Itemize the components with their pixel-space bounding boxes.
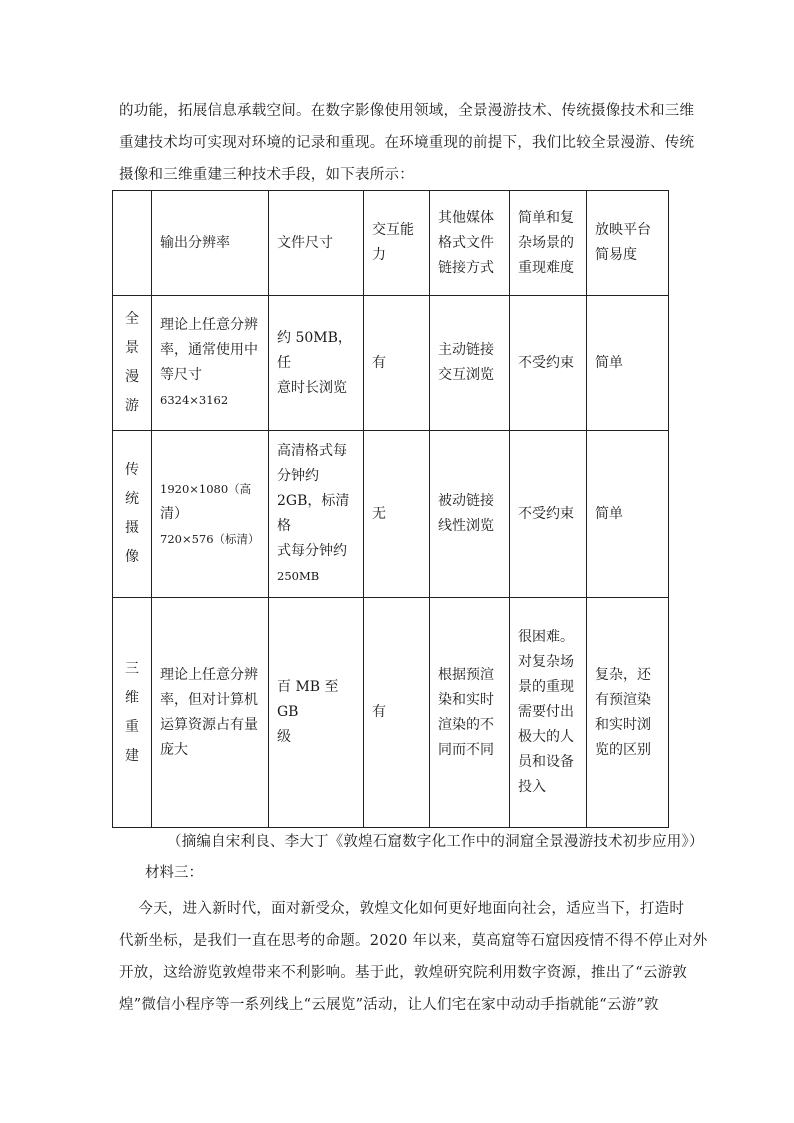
source-citation: （摘编自宋利良、李大丁《敦煌石窟数字化工作中的洞窟全景漫游技术初步应用》） — [167, 834, 704, 850]
cell-file-size — [269, 598, 364, 828]
cell-text: 线性浏览 — [438, 518, 494, 534]
cell-text: 式每分钟约 — [277, 543, 347, 559]
cell-text: 复杂，还 — [595, 666, 651, 683]
cell-text: 对复杂场 — [518, 654, 574, 670]
header-text: 重现难度 — [518, 259, 574, 276]
cell-resolution — [152, 431, 269, 598]
intro-paragraph — [119, 95, 695, 191]
cell-text: 级 — [277, 729, 291, 745]
cell-file-size — [269, 296, 364, 431]
cell-resolution — [152, 296, 269, 431]
material-three-paragraph — [119, 893, 708, 1021]
cell-text: 率，但对计算机 — [160, 691, 258, 708]
cell-text: 简单 — [595, 505, 623, 522]
cell-text: 和实时浏 — [595, 716, 651, 733]
cell-text: 意时长浏览 — [277, 379, 347, 396]
cell-text: 交互浏览 — [438, 367, 494, 383]
text-line: 的功能，拓展信息承载空间。在数字影像使用领域，全景漫游技术、传统摄像技术和三维 — [119, 103, 695, 119]
row-label-char: 三 — [125, 660, 139, 677]
cell-interactivity: 有 — [364, 296, 430, 431]
cell-text: 很困难。 — [518, 629, 574, 645]
cell-text: 等尺寸 — [160, 367, 202, 383]
material-three-heading: 材料三： — [145, 865, 203, 881]
cell-text: 百 MB 至 GB — [277, 679, 339, 720]
row-label-char: 景 — [125, 340, 139, 356]
text-line: 今天，进入新时代，面对新受众，敦煌文化如何更好地面向社会，适应当下，打造时 — [119, 901, 685, 917]
cell-file-size — [269, 431, 364, 598]
row-label-char: 游 — [125, 398, 139, 414]
text-line: 重建技术均可实现对环境的记录和重现。在环境重现的前提下，我们比较全景漫游、传统 — [119, 135, 695, 151]
row-label-char: 摄 — [125, 520, 139, 536]
cell-text: 清） — [160, 505, 188, 522]
cell-difficulty — [510, 431, 587, 598]
header-text: 交互能 — [372, 222, 414, 238]
text-line: 开放，这给游览敦煌带来不利影响。基于此，敦煌研究院利用数字资源，推出了“云游敦 — [119, 965, 688, 981]
row-label-panorama — [113, 296, 152, 431]
table-header-row — [113, 191, 669, 296]
row-label-char: 重 — [125, 718, 139, 735]
cell-text: 理论上任意分辨 — [160, 666, 258, 683]
cell-text: 投入 — [518, 779, 546, 795]
text-line: 煌”微信小程序等一系列线上“云展览”活动，让人们宅在家中动动手指就能“云游”敦 — [119, 997, 659, 1013]
header-text: 力 — [372, 247, 386, 263]
text-line: 代新坐标，是我们一直在思考的命题。2020 年以来，莫高窟等石窟因疫情不得不停止对外 — [119, 933, 708, 949]
cell-platform — [587, 598, 669, 828]
cell-text: 被动链接 — [438, 493, 494, 509]
comparison-table — [112, 190, 669, 828]
cell-text: 250MB — [277, 569, 320, 583]
cell-difficulty — [510, 296, 587, 431]
row-label-char: 全 — [125, 311, 139, 327]
row-label-char: 建 — [125, 747, 139, 764]
table-row — [113, 296, 669, 431]
cell-text: 员和设备 — [518, 754, 574, 770]
header-text: 杂场景的 — [518, 234, 574, 251]
cell-text: 1920×1080（高 — [160, 481, 252, 496]
header-resolution: 输出分辨率 — [152, 191, 269, 296]
cell-text: 理论上任意分辨 — [160, 317, 258, 333]
cell-text: 极大的人 — [518, 729, 574, 745]
cell-text: 根据预渲 — [438, 666, 494, 683]
cell-text: 染和实时 — [438, 691, 494, 708]
text-line: 摄像和三维重建三种技术手段，如下表所示： — [119, 167, 414, 183]
table-row — [113, 431, 669, 598]
row-label-char: 像 — [125, 549, 139, 565]
header-text: 链接方式 — [438, 259, 494, 276]
cell-text: 高清格式每 — [277, 443, 347, 459]
cell-text: 不受约束 — [518, 505, 574, 522]
cell-interactivity: 无 — [364, 431, 430, 598]
cell-text: 有预渲染 — [595, 691, 651, 708]
cell-text: 约 50MB，任 — [277, 329, 352, 371]
cell-text: 览的区别 — [595, 741, 651, 758]
header-interactivity — [364, 191, 430, 296]
cell-text: 同而不同 — [438, 741, 494, 758]
cell-platform — [587, 296, 669, 431]
cell-text: 运算资源占有量 — [160, 716, 258, 733]
cell-text: 2GB，标清格 — [277, 493, 350, 534]
cell-text: 720×576（标清） — [160, 531, 260, 546]
header-text: 简单和复 — [518, 209, 574, 226]
cell-text: 不受约束 — [518, 354, 574, 371]
row-label-char: 漫 — [125, 369, 139, 385]
row-label-char: 传 — [125, 462, 139, 478]
cell-text: 主动链接 — [438, 342, 494, 358]
cell-text: 景的重现 — [518, 679, 574, 695]
header-media-link — [430, 191, 510, 296]
row-label-3d-reconstruction — [113, 598, 152, 828]
cell-platform — [587, 431, 669, 598]
cell-text: 简单 — [595, 354, 623, 371]
row-label-char: 统 — [125, 491, 139, 507]
row-label-char: 维 — [125, 689, 139, 706]
cell-text: 庞大 — [160, 741, 188, 758]
header-difficulty — [510, 191, 587, 296]
table-row — [113, 598, 669, 828]
header-text: 其他媒体 — [438, 209, 494, 226]
header-empty-cell — [113, 191, 152, 296]
cell-text: 率，通常使用中 — [160, 342, 258, 358]
cell-text: 渲染的不 — [438, 716, 494, 733]
cell-media-link — [430, 431, 510, 598]
header-platform — [587, 191, 669, 296]
row-label-traditional-video — [113, 431, 152, 598]
cell-media-link — [430, 296, 510, 431]
cell-text: 需要付出 — [518, 704, 574, 720]
header-text: 格式文件 — [438, 234, 494, 251]
cell-resolution — [152, 598, 269, 828]
cell-text: 分钟约 — [277, 468, 319, 484]
cell-media-link — [430, 598, 510, 828]
cell-text: 6324×3162 — [160, 393, 229, 407]
cell-interactivity: 有 — [364, 598, 430, 828]
header-text: 放映平台 — [595, 222, 651, 238]
cell-difficulty — [510, 598, 587, 828]
header-text: 简易度 — [595, 247, 637, 263]
header-file-size: 文件尺寸 — [269, 191, 364, 296]
